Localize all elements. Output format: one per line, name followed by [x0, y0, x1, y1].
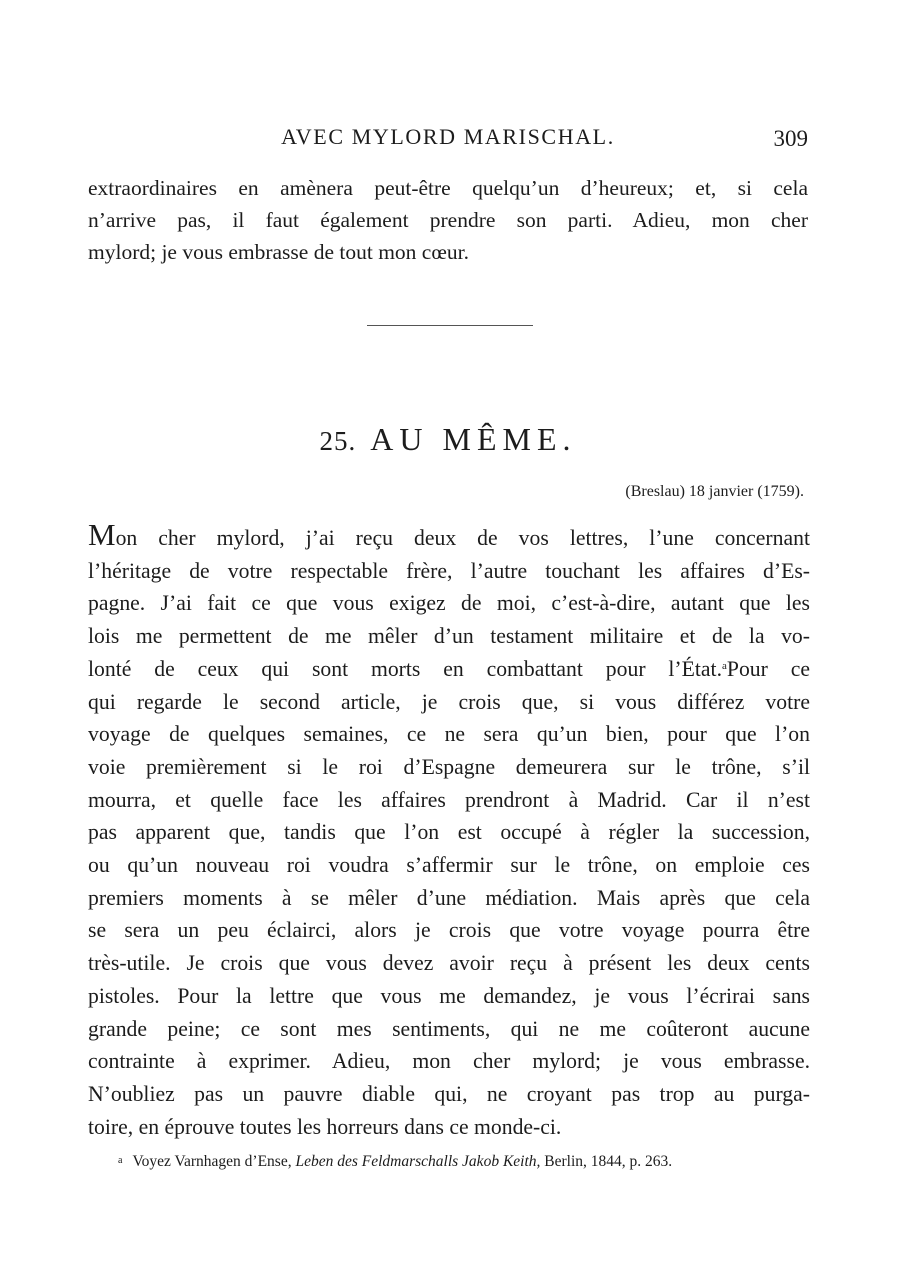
text-line: voyage de quelques semaines, ce ne sera qu’un bien, pour que l’on: [88, 722, 810, 747]
page-number: 309: [773, 126, 808, 151]
text-line: pistoles. Pour la lettre que vous me demandez, je vous l’écrirai sans: [88, 983, 810, 1008]
text-line: ou qu’un nouveau roi voudra s’affermir sur le trône, on emploie ces: [88, 853, 810, 878]
footnote-suffix: Berlin, 1844, p. 263.: [544, 1153, 673, 1170]
letter-title: AU MÊME.: [370, 421, 577, 457]
previous-letter-ending: [88, 172, 808, 268]
footnote-prefix: Voyez Varnhagen d’Ense,: [132, 1153, 292, 1170]
text-line: premiers moments à se mêler d’une médiation. Mais après que cela: [88, 885, 810, 910]
text-line: toire, en éprouve toutes les horreurs dans ce monde-ci.: [88, 1114, 562, 1139]
first-line-text: on cher mylord, j’ai reçu deux de vos lettres, l’une concernant: [115, 526, 810, 550]
text-line: se sera un peu éclairci, alors je crois que votre voyage pourra être: [88, 918, 810, 943]
text-line: l’héritage de votre respectable frère, l’autre touchant les affaires d’Es-: [88, 558, 810, 583]
section-divider: [367, 325, 533, 326]
text-line: voie premièrement si le roi d’Espagne demeurera sur le trône, s’il: [88, 754, 810, 779]
footnote: [118, 1153, 808, 1171]
text-line: contrainte à exprimer. Adieu, mon cher mylord; je vous embrasse.: [88, 1049, 810, 1074]
text-line: pas apparent que, tandis que l’on est occupé à régler la succession,: [88, 820, 810, 845]
text-line: mylord; je vous embrasse de tout mon cœur.: [88, 240, 469, 264]
footnote-work-title: Leben des Feldmarschalls Jakob Keith,: [295, 1153, 541, 1170]
running-header: [88, 124, 808, 154]
text-line: [88, 517, 810, 555]
text-line: n’arrive pas, il faut également prendre son parti. Adieu, mon cher: [88, 208, 808, 232]
footnote-marker: a: [118, 1155, 123, 1166]
footnote-reference[interactable]: a: [722, 659, 727, 672]
drop-cap: M: [88, 517, 116, 552]
letter-body: [88, 517, 810, 1143]
text-line: grande peine; ce sont mes sentiments, qui ne me coûteront aucune: [88, 1016, 810, 1041]
running-title: AVEC MYLORD MARISCHAL.: [281, 124, 615, 149]
text-line: qui regarde le second article, je crois que, si vous différez votre: [88, 689, 810, 714]
line-text: Pour ce: [726, 656, 810, 681]
text-line: pagne. J’ai fait ce que vous exigez de moi, c’est-à-dire, autant que les: [88, 591, 810, 616]
text-line: lois me permettent de me mêler d’un testament militaire et de la vo-: [88, 624, 810, 649]
letter-heading: [88, 421, 808, 458]
text-line: mourra, et quelle face les affaires prendront à Madrid. Car il n’est: [88, 787, 810, 812]
text-line: extraordinaires en amènera peut-être quelqu’un d’heureux; et, si cela: [88, 176, 808, 200]
letter-number: 25.: [319, 426, 357, 456]
line-text: lonté de ceux qui sont morts en combattant pour l’État.: [88, 656, 723, 681]
letter-dateline: (Breslau) 18 janvier (1759).: [625, 483, 804, 500]
text-line: N’oubliez pas un pauvre diable qui, ne croyant pas trop au purga-: [88, 1081, 810, 1106]
text-line: très-utile. Je crois que vous devez avoir reçu à présent les deux cents: [88, 951, 810, 976]
text-line: [88, 653, 810, 686]
